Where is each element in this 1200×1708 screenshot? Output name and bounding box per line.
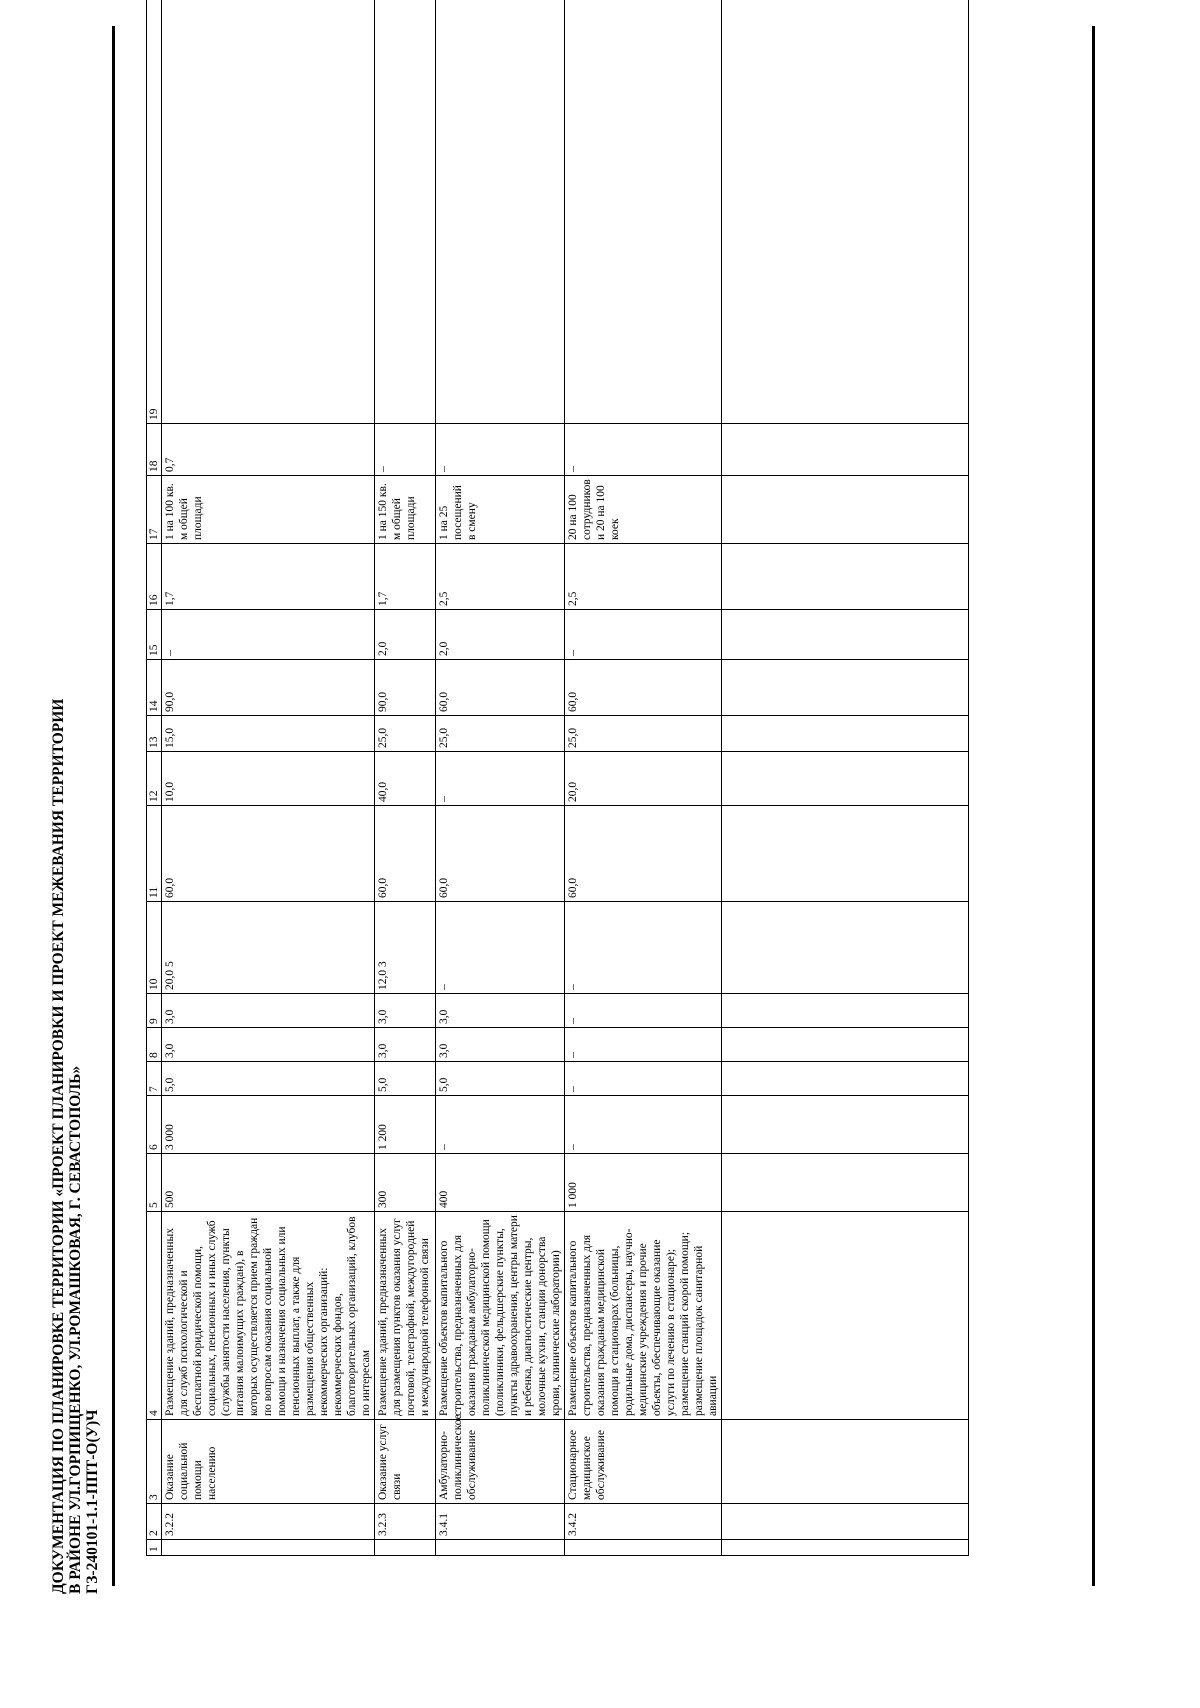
cell: 3,0 [162, 1028, 375, 1062]
cell: 25,0 [565, 716, 722, 752]
cell: 15,0 [162, 716, 375, 752]
col-number: 15 [147, 610, 162, 660]
cell: 2,0 [375, 610, 436, 660]
cell: 60,0 [162, 806, 375, 902]
cell: 60,0 [436, 660, 565, 716]
cell: 0,7 [162, 424, 375, 476]
cell-use-name: Стационарное медицинское обслуживание [565, 1420, 722, 1504]
cell: 90,0 [162, 660, 375, 716]
left-margin-rule [112, 26, 115, 1586]
right-margin-rule [1092, 26, 1095, 1586]
cell: – [565, 994, 722, 1028]
cell: 400 [436, 1154, 565, 1212]
col-number: 19 [147, 0, 162, 424]
cell-code: 3.4.2 [565, 1504, 722, 1540]
header-line-2: В РАЙОНЕ УЛ.ГОРПИЩЕНКО, УЛ.РОМАШКОВАЯ, Г. СЕВАСТОПОЛЬ» [67, 1065, 84, 1594]
cell [722, 994, 969, 1028]
cell: 12,0 3 [375, 902, 436, 994]
cell-code: 3.4.1 [436, 1504, 565, 1540]
cell: 2,5 [436, 544, 565, 610]
cell-use-name: Оказание услуг связи [375, 1420, 436, 1504]
cell: 5,0 [375, 1062, 436, 1096]
col-number: 12 [147, 752, 162, 806]
cell [162, 1540, 375, 1556]
cell: 1 200 [375, 1096, 436, 1154]
header-line-3: ГЗ-240101-1.1-ППТ-О(У)Ч [84, 1409, 101, 1594]
table-row-3-4-2 [565, 0, 722, 1556]
cell [722, 660, 969, 716]
table-row-3-2-3 [375, 0, 436, 1556]
cell [375, 1540, 436, 1556]
cell: 2,5 [565, 544, 722, 610]
cell: – [436, 424, 565, 476]
cell [722, 476, 969, 544]
cell: 3 000 [162, 1096, 375, 1154]
cell [565, 1540, 722, 1556]
cell: 3,0 [162, 994, 375, 1028]
cell: 5,0 [162, 1062, 375, 1096]
cell: 5,0 [436, 1062, 565, 1096]
cell: – [436, 902, 565, 994]
cell: 20 на 100 сотрудников и 20 на 100 коек [565, 476, 722, 544]
cell [436, 0, 565, 424]
cell: 40,0 [375, 752, 436, 806]
cell: 90,0 [375, 660, 436, 716]
col-number: 5 [147, 1154, 162, 1212]
cell-code: 3.2.2 [162, 1504, 375, 1540]
cell: 60,0 [565, 806, 722, 902]
cell [722, 902, 969, 994]
col-number: 11 [147, 806, 162, 902]
col-number: 8 [147, 1028, 162, 1062]
column-number-row [147, 0, 162, 1556]
cell [722, 1212, 969, 1420]
cell: – [375, 424, 436, 476]
header-line-1: ДОКУМЕНТАЦИЯ ПО ПЛАНИРОВКЕ ТЕРРИТОРИИ «ПРОЕКТ ПЛАНИРОВКИ И ПРОЕКТ МЕЖЕВАНИЯ ТЕРРИТОРИИ [50, 698, 67, 1594]
col-number: 4 [147, 1212, 162, 1420]
cell [722, 0, 969, 424]
cell [722, 1154, 969, 1212]
cell: 1,7 [162, 544, 375, 610]
cell [722, 1420, 969, 1504]
table-row-3-2-2 [162, 0, 375, 1556]
cell-description: Размещение объектов капитального строительства, предназначенных для оказания гражданам амбулаторно-поликлинической медицинской помощи (поликлиники, фельдшерские пункты, пункты здравоохранения, центры матери и ребенка, диагностические центры, молочные кухни, станции донорства крови, клинические лаборатории) [436, 1212, 565, 1420]
cell: 25,0 [436, 716, 565, 752]
cell-code: 3.2.3 [375, 1504, 436, 1540]
cell: 3,0 [436, 994, 565, 1028]
cell: 300 [375, 1154, 436, 1212]
cell: – [565, 610, 722, 660]
cell: 500 [162, 1154, 375, 1212]
cell [722, 806, 969, 902]
cell: 1 на 100 кв. м общей площади [162, 476, 375, 544]
cell: – [565, 424, 722, 476]
cell: 20,0 5 [162, 902, 375, 994]
col-number: 18 [147, 424, 162, 476]
cell: – [565, 1096, 722, 1154]
land-use-table [146, 0, 969, 1556]
cell [722, 1504, 969, 1540]
cell [722, 716, 969, 752]
col-number: 14 [147, 660, 162, 716]
col-number: 7 [147, 1062, 162, 1096]
cell [722, 1096, 969, 1154]
cell: – [162, 610, 375, 660]
cell: 1,7 [375, 544, 436, 610]
cell: – [565, 902, 722, 994]
col-number: 13 [147, 716, 162, 752]
col-number: 16 [147, 544, 162, 610]
cell: 60,0 [565, 660, 722, 716]
col-number: 17 [147, 476, 162, 544]
cell-use-name: Амбулаторно-поликлиническое обслуживание [436, 1420, 565, 1504]
cell-use-name: Оказание социальной помощи населению [162, 1420, 375, 1504]
cell [722, 1028, 969, 1062]
cell: 60,0 [375, 806, 436, 902]
col-number: 9 [147, 994, 162, 1028]
cell [722, 544, 969, 610]
cell [722, 1540, 969, 1556]
cell-description: Размещение зданий, предназначенных для служб психологической и бесплатной юридической помощи, социальных, пенсионных и иных служб (службы занятости населения, пункты питания малоимущих граждан), в которых осуществляется прием граждан по вопросам оказания социальной помощи и назначения социальных или пенсионных выплат, а также для размещения общественных некоммерческих организаций: некоммерческих фондов, благотворительных организаций, клубов по интересам [162, 1212, 375, 1420]
cell: 3,0 [375, 1028, 436, 1062]
cell: – [565, 1028, 722, 1062]
cell [162, 0, 375, 424]
cell: – [565, 1062, 722, 1096]
cell: 1 на 150 кв. м общей площади [375, 476, 436, 544]
cell: 1 000 [565, 1154, 722, 1212]
cell: 25,0 [375, 716, 436, 752]
cell [565, 0, 722, 424]
cell: 20,0 [565, 752, 722, 806]
cell-description: Размещение объектов капитального строительства, предназначенных для оказания гражданам медицинской помощи в стационарах (больницы, родильные дома, диспансеры, научно-медицинские учреждения и прочие объекты, обеспечивающие оказание услуги по лечению в стационаре); размещение станций скорой помощи; размещение площадок санитарной авиации [565, 1212, 722, 1420]
cell [436, 1540, 565, 1556]
cell: 60,0 [436, 806, 565, 902]
cell: – [436, 752, 565, 806]
cell: 2,0 [436, 610, 565, 660]
cell: 3,0 [436, 1028, 565, 1062]
cell: 1 на 25 посещений в смену [436, 476, 565, 544]
col-number: 1 [147, 1540, 162, 1556]
cell: – [436, 1096, 565, 1154]
col-number: 6 [147, 1096, 162, 1154]
cell [722, 752, 969, 806]
cell [722, 1062, 969, 1096]
document-header [50, 14, 101, 1594]
col-number: 10 [147, 902, 162, 994]
table-row-3-4-1 [436, 0, 565, 1556]
col-number: 3 [147, 1420, 162, 1504]
cell [722, 424, 969, 476]
cell [375, 0, 436, 424]
cell [722, 610, 969, 660]
cell: 3,0 [375, 994, 436, 1028]
table-row-empty [722, 0, 969, 1556]
land-use-table-wrapper [146, 66, 916, 1556]
cell-description: Размещение зданий, предназначенных для размещения пунктов оказания услуг почтовой, телеграфной, междугородней и международной телефонной связи [375, 1212, 436, 1420]
col-number: 2 [147, 1504, 162, 1540]
cell: 10,0 [162, 752, 375, 806]
